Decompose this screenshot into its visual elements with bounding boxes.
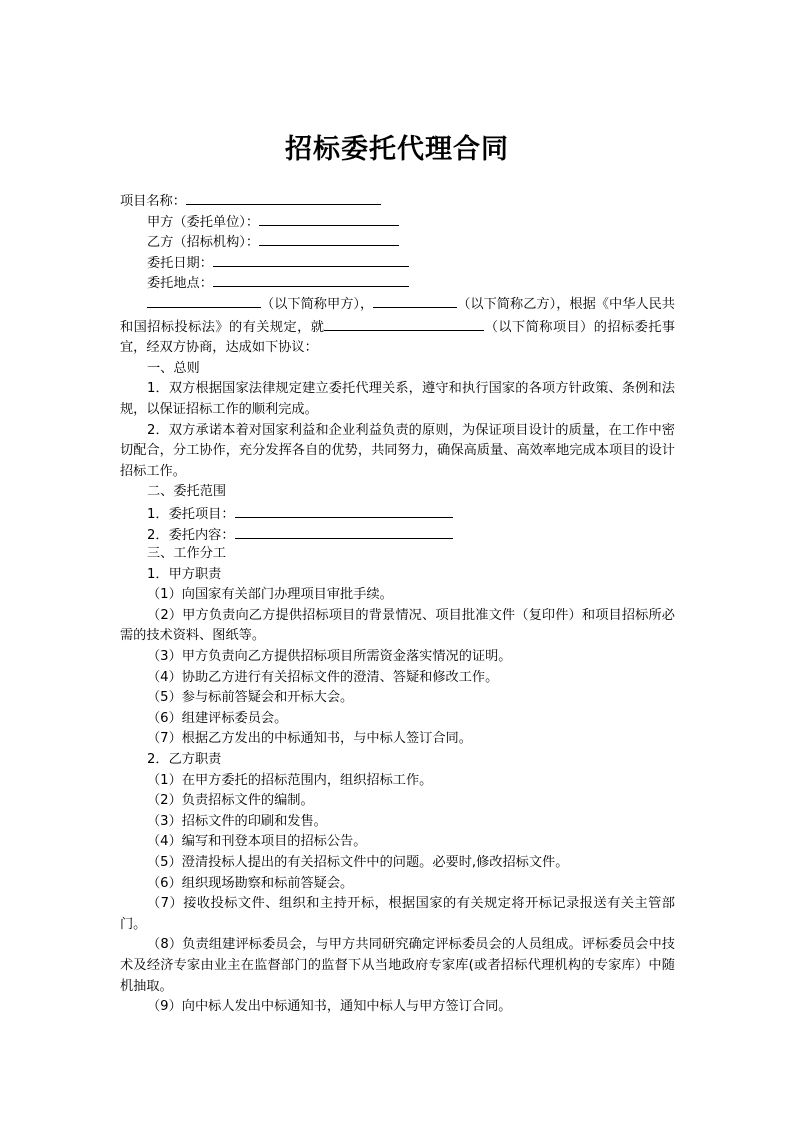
field-label: 乙方（招标机构）： [147,235,260,251]
list-item: （2）负责招标文件的编制。 [147,793,314,809]
field-label: 委托地点： [147,276,213,292]
blank-line [373,293,457,308]
intro-text: （以下简称项目）的招标委托事宜，经双方协商，达成如下协议： [120,319,676,356]
list-item: （6）组建评标委员会。 [147,710,288,726]
list-item: （1）在甲方委托的招标范围内，组织招标工作。 [147,772,433,788]
field-label: 1．委托项目： [147,506,235,522]
blank-line [213,252,409,267]
list-item: （3）甲方负责向乙方提供招标项目所需资金落实情况的证明。 [147,649,512,665]
scope-item [120,524,675,545]
paragraph: 2．双方承诺本着对国家利益和企业利益负责的原则，为保证项目设计的质量，在工作中密切配合，分工协作，充分发挥各自的优势，共同努力，确保高质量、高效率地完成本项目的设计招标工作。 [120,422,675,479]
blank-line [235,524,453,539]
subsection-heading: 1．甲方职责 [147,566,222,582]
intro-paragraph [120,293,675,359]
blank-line [259,211,399,226]
intro-text: （以下简称乙方），根据《中华人民共和国招标投标法》的有关规定，就 [120,296,675,335]
blank-line [259,231,399,246]
list-item: （4）协助乙方进行有关招标文件的澄清、答疑和修改工作。 [147,669,499,685]
field-party-b [120,231,675,252]
field-label: 项目名称： [120,194,186,209]
document-title: 招标委托代理合同 [285,134,509,165]
blank-line [186,190,381,205]
field-date [120,252,675,273]
field-party-a [120,211,675,232]
subsection-heading: 2．乙方职责 [147,752,222,768]
scope-item [120,503,675,524]
list-item: （5）澄清投标人提出的有关招标文件中的问题。必要时,修改招标文件。 [147,855,569,870]
blank-line [324,316,484,331]
section-heading: 一、总则 [147,360,200,376]
field-label: 2．委托内容： [147,527,235,543]
list-item: （1）向国家有关部门办理项目审批手续。 [147,587,393,603]
field-place [120,272,675,293]
blank-line [147,293,261,308]
list-item: （4）编写和刊登本项目的招标公告。 [147,834,367,850]
list-item: （7）接收投标文件、组织和主持开标，根据国家的有关规定将开标记录报送有关主管部门。 [120,896,675,932]
blank-line [213,272,409,287]
blank-line [235,503,453,518]
list-item: （3）招标文件的印刷和发售。 [147,813,327,829]
section-heading: 三、工作分工 [147,546,227,562]
list-item: （7）根据乙方发出的中标通知书，与中标人签订合同。 [147,731,472,747]
field-label: 委托日期： [147,255,213,271]
list-item: （9）向中标人发出中标通知书，通知中标人与甲方签订合同。 [147,999,512,1015]
list-item: （6）组织现场勘察和标前答疑会。 [147,875,354,891]
list-item: （2）甲方负责向乙方提供招标项目的背景情况、项目批准文件（复印件）和项目招标所必需的技术资料、图纸等。 [120,607,675,644]
list-item: （8）负责组建评标委员会，与甲方共同研究确定评标委员会的人员组成。评标委员会中技术及经济专家由业主在监督部门的监督下从当地政府专家库(或者招标代理机构的专家库）中随机抽取。 [120,937,675,994]
list-item: （5）参与标前答疑会和开标大会。 [147,690,354,706]
intro-text: （以下简称甲方）， [261,296,374,312]
field-project-name [120,190,675,211]
field-label: 甲方（委托单位）： [147,214,260,230]
document-body [120,190,675,1018]
section-heading: 二、委托范围 [147,484,227,500]
paragraph: 1．双方根据国家法律规定建立委托代理关系，遵守和执行国家的各项方针政策、条例和法规，以保证招标工作的顺利完成。 [120,381,675,417]
